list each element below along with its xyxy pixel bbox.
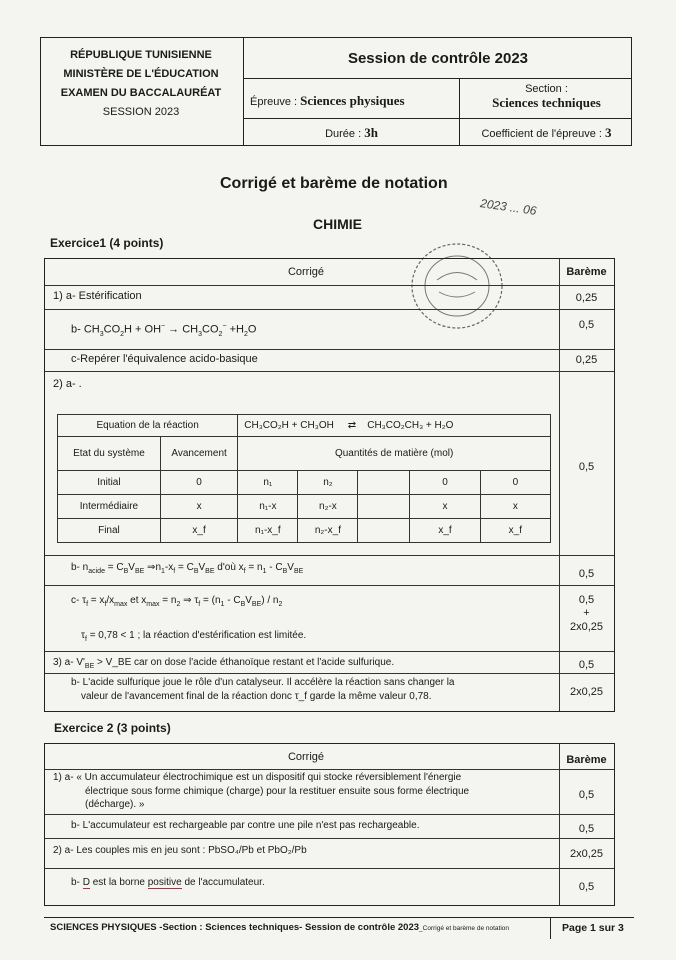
eq-row — [238, 415, 551, 437]
epreuve-cell — [250, 93, 405, 109]
ex2-q2a: 2) a- Les couples mis en jeu sont : PbSO₄/Pb et PbO₂/Pb — [53, 845, 307, 856]
ex1-table — [44, 258, 615, 712]
duree-label: Durée : — [325, 128, 362, 140]
ex1-q1a-pts: 0,25 — [575, 292, 598, 304]
ex1-q1c-pts: 0,25 — [575, 354, 598, 366]
row-initial-c5: 0 — [480, 471, 550, 495]
duree-cell — [244, 125, 459, 141]
row-initial-c1: n₁ — [238, 471, 298, 495]
ex1-q3a-pts: 0,5 — [578, 659, 595, 671]
ex2-q2b-post: de l'accumulateur. — [184, 877, 265, 888]
chimie-heading: CHIMIE — [313, 216, 362, 232]
ex1-heading: Exercice1 (4 points) — [50, 236, 164, 250]
header-country: RÉPUBLIQUE TUNISIENNE — [70, 49, 212, 61]
section-value: Sciences techniques — [492, 95, 601, 110]
coef-value: 3 — [605, 125, 612, 140]
ex2-q2b — [45, 877, 559, 888]
eq-reactants: CH₃CO₂H + CH₃OH — [244, 420, 334, 431]
ex1-q1a: 1) a- Estérification — [53, 290, 142, 302]
ex1-q2b: b- $n_{acide} = C_BV_{BE}$ $\Rightarrow n_1-x_f = C_BV_{BE}$ d'où $x_f = n_1 - C_BV_{BE}$ — [71, 562, 304, 575]
row-final-c1: n₁-x_f — [238, 519, 298, 543]
section-label: Section : — [525, 83, 568, 95]
ex1-q3b-line1: b- L'acide sulfurique joue le rôle d'un catalyseur. Il accélère la réaction sans changer la — [71, 677, 455, 688]
row-final-adv: x_f — [160, 519, 237, 543]
ex1-q2c-pts-b: 2x0,25 — [569, 621, 604, 633]
epreuve-label: Épreuve : — [250, 96, 298, 108]
footer-text — [50, 922, 509, 933]
ex2-col-bareme: Barème — [566, 754, 607, 766]
ex2-q2b-pos: positive — [147, 877, 182, 888]
footer-rule — [44, 917, 634, 918]
row-inter-c3 — [358, 495, 410, 519]
row-final-state: Final — [58, 519, 161, 543]
ex2-q1a-line2: électrique sous forme chimique (charge) pour la restituer ensuite sous forme électrique — [85, 786, 470, 797]
row-inter-c4: x — [410, 495, 480, 519]
ex2-q2b-mid: est la borne — [92, 877, 145, 888]
ex2-q2b-d: D — [82, 877, 90, 888]
ex2-table — [44, 743, 615, 906]
ex1-q2a-pts: 0,5 — [578, 461, 595, 473]
page-title: Corrigé et barème de notation — [220, 175, 448, 192]
row-final-c3 — [358, 519, 410, 543]
qty-label: Quantités de matière (mol) — [238, 437, 551, 471]
ex1-q3b-pts: 2x0,25 — [569, 686, 604, 698]
ex1-q2c: c- $\tau_f = x_f/x_{max}$ et $x_{max} = n_2$ ⇒ $\tau_f = (n_1 - C_BV_{BE}) / n_2$ — [71, 595, 283, 608]
header-box — [40, 37, 632, 146]
epreuve-value: Sciences physiques — [300, 93, 405, 108]
ex2-q1a-pts: 0,5 — [578, 789, 595, 801]
session-title: Session de contrôle 2023 — [347, 50, 529, 67]
ex1-col-corrige: Corrigé — [287, 266, 325, 278]
ex1-q3a: 3) a- $V'_{BE}$ > V_BE car on dose l'acide éthanoïque restant et l'acide sulfurique. — [53, 657, 395, 670]
duree-value: 3h — [364, 125, 378, 140]
ex2-q1b-pts: 0,5 — [578, 823, 595, 835]
row-inter-c5: x — [480, 495, 550, 519]
page-number: Page 1 sur 3 — [562, 922, 624, 934]
ex1-q2c-pts-a: 0,5 — [578, 594, 595, 606]
ex1-q1b-prefix: b- — [71, 323, 81, 336]
eq-products: CH₃CO₂CH₃ + H₂O — [367, 420, 454, 431]
ex1-q3b-line2: valeur de l'avancement final de la réaction donc τ_f garde la même valeur 0,78. — [81, 691, 432, 702]
date-stamp: 2023 ... 06 — [479, 196, 538, 218]
ex2-q2b-pre: b- — [71, 877, 80, 888]
ex2-q2a-pts: 2x0,25 — [569, 848, 604, 860]
footer-main: SCIENCES PHYSIQUES -Section : Sciences techniques- Session de contrôle 2023 — [50, 922, 420, 933]
row-initial-c3 — [358, 471, 410, 495]
row-initial-adv: 0 — [160, 471, 237, 495]
eq-arrow: ⇄ — [347, 420, 357, 431]
ex1-q1c: c-Repérer l'équivalence acido-basique — [71, 353, 258, 365]
row-final-c5: x_f — [480, 519, 550, 543]
state-label: Etat du système — [58, 437, 161, 471]
row-inter-state: Intermédiaire — [58, 495, 161, 519]
row-inter-c1: n₁-x — [238, 495, 298, 519]
header-exam: EXAMEN DU BACCALAURÉAT — [60, 87, 222, 99]
footer-divider — [550, 917, 551, 939]
row-final-c4: x_f — [410, 519, 480, 543]
eq-label: Equation de la réaction — [58, 415, 238, 437]
ex1-q2c-line2: $\tau_f = 0,78 < 1$ ; la réaction d'estérification est limitée. — [81, 630, 307, 643]
ex2-q2b-pts: 0,5 — [578, 881, 595, 893]
row-inter-c2: n₂-x — [298, 495, 358, 519]
ex1-q3a-text: > V_BE car on dose l'acide éthanoïque restant et l'acide sulfurique. — [97, 657, 395, 668]
row-inter-adv: x — [160, 495, 237, 519]
header-session-year: SESSION 2023 — [102, 106, 180, 118]
ex2-col-corrige: Corrigé — [287, 751, 325, 763]
ex2-q1a-line3: (décharge). » — [85, 799, 145, 810]
ex1-col-bareme: Barème — [566, 266, 607, 278]
ex2-q1b: b- L'accumulateur est rechargeable par contre une pile n'est pas rechargeable. — [71, 820, 420, 831]
ex1-q2b-pts: 0,5 — [578, 568, 595, 580]
ex1-q1b: b- $CH_3CO_2H + OH^- \to CH_3CO_2^- +H_2O$ — [71, 323, 257, 338]
row-final-c2: n₂-x_f — [298, 519, 358, 543]
coef-cell — [460, 125, 633, 141]
header-ministry: MINISTÈRE DE L'ÉDUCATION — [63, 68, 219, 80]
row-initial-c2: n₂ — [298, 471, 358, 495]
footer-small: _Corrigé et barème de notation — [419, 925, 510, 932]
ex1-q2a: 2) a- . — [53, 378, 82, 390]
ex1-q2c-plus: + — [583, 607, 590, 619]
row-initial-c4: 0 — [410, 471, 480, 495]
coef-label: Coefficient de l'épreuve : — [481, 128, 602, 140]
row-initial-state: Initial — [58, 471, 161, 495]
ex1-q1b-pts: 0,5 — [578, 319, 595, 331]
ex1-q2c-line2-text: = 0,78 < 1 ; la réaction d'estérification est limitée. — [89, 630, 307, 641]
ex2-heading: Exercice 2 (3 points) — [54, 721, 171, 735]
advancement-table — [57, 414, 551, 543]
ex2-q1a-line1: 1) a- « Un accumulateur électrochimique est un dispositif qui stocke réversiblement l'énergie — [53, 772, 462, 783]
adv-label: Avancement — [160, 437, 237, 471]
